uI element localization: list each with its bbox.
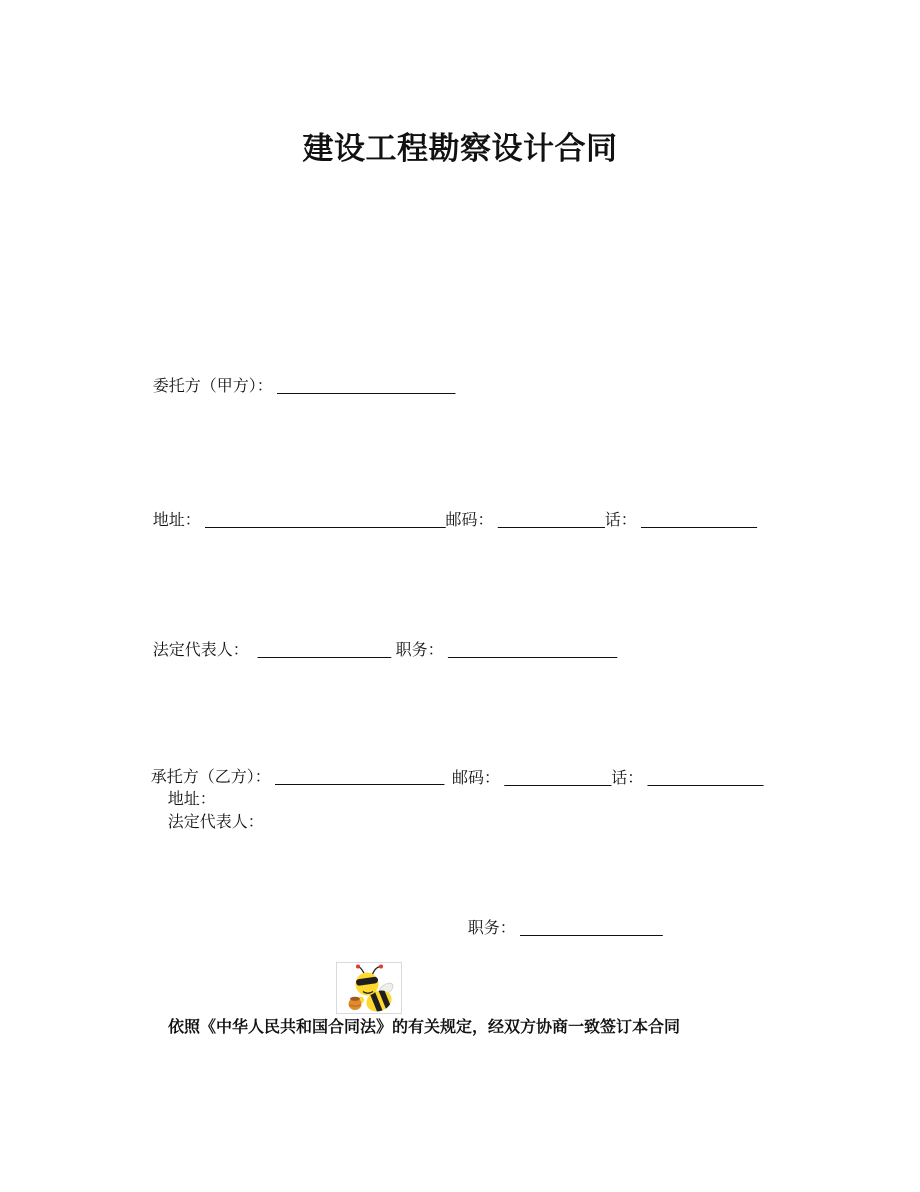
party-b-address-label: 地址：	[167, 791, 216, 808]
party-a-phone-blank: _____________	[636, 512, 757, 529]
party-a-legal-rep-blank: _______________	[248, 642, 396, 659]
bee-holding-honey-jar-icon	[336, 962, 402, 1014]
party-a-postcode-blank: ____________	[493, 512, 605, 529]
party-b-postcode-blank: ____________	[500, 770, 612, 787]
party-a-name-blank: ____________________	[272, 378, 456, 395]
party-a-contact-line	[135, 489, 757, 552]
party-b-position-line	[450, 897, 663, 960]
party-b-phone-blank: _____________	[643, 770, 764, 787]
party-b-position-blank: ________________	[515, 920, 663, 937]
party-a-name-label: 委托方（甲方）：	[152, 378, 273, 395]
party-a-name-line	[135, 355, 455, 418]
party-a-legal-rep-label: 法定代表人：	[152, 642, 249, 659]
bee-clipart-image	[336, 962, 402, 1014]
party-a-address-label: 地址：	[152, 512, 201, 529]
party-b-postcode-phone-group	[452, 768, 763, 789]
party-a-postcode-label: 邮码：	[445, 512, 494, 529]
document-title: 建设工程勘察设计合同	[302, 131, 618, 166]
party-b-legal-rep-label: 法定代表人：	[167, 814, 264, 831]
party-b-position-label: 职务：	[467, 920, 516, 937]
party-b-rep-line	[150, 791, 264, 854]
party-a-position-blank: ___________________	[443, 642, 618, 659]
party-b-name-label: 承托方（乙方）：	[150, 769, 271, 786]
closing-statement: 依照《中华人民共和国合同法》的有关规定，经双方协商一致签订本合同	[168, 1019, 681, 1036]
party-a-address-blank: ___________________________	[200, 512, 446, 529]
party-a-position-label: 职务：	[395, 642, 444, 659]
party-b-name-blank: ___________________	[270, 769, 445, 786]
party-b-phone-label: 话：	[611, 770, 644, 787]
party-a-rep-line	[135, 619, 617, 682]
party-a-phone-label: 话：	[604, 512, 637, 529]
party-b-postcode-label: 邮码：	[452, 770, 501, 787]
